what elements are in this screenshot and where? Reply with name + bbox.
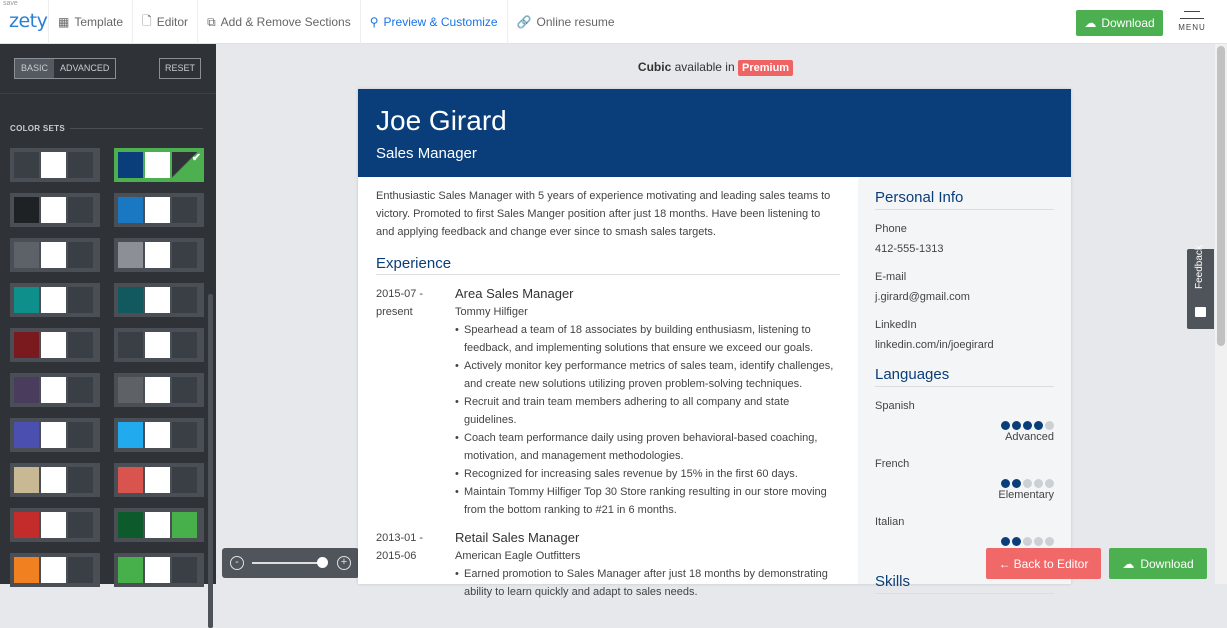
job-entry (376, 285, 840, 519)
resume-name: Joe Girard (376, 105, 507, 136)
job-date-end: 2015-06 (376, 550, 417, 562)
color-swatch (68, 557, 93, 583)
color-swatch (172, 557, 197, 583)
zoom-handle[interactable] (317, 557, 328, 568)
color-swatch (41, 152, 66, 178)
color-set[interactable] (10, 553, 100, 587)
color-swatch (118, 467, 143, 493)
color-swatch (172, 242, 197, 268)
nav-label: Template (74, 15, 124, 29)
color-swatch (14, 377, 39, 403)
feedback-tab[interactable] (1187, 245, 1214, 329)
color-swatch (14, 287, 39, 313)
zoom-in-icon[interactable]: + (337, 556, 351, 570)
job-entry (376, 529, 840, 601)
phone-value: 412-555-1313 (875, 243, 944, 255)
color-set[interactable] (10, 238, 100, 272)
color-sets-title: COLOR SETS (10, 124, 66, 133)
color-set[interactable] (114, 463, 204, 497)
nav-label: Online resume (536, 15, 615, 29)
languages-heading: Languages (875, 366, 1054, 387)
job-bullet: • Recognized for increasing sales revenue by 15% in the first 60 days. (455, 465, 840, 483)
download-label: Download (1101, 16, 1155, 30)
mode-toggle (14, 58, 116, 79)
zoom-track[interactable] (252, 562, 324, 564)
download-button-top[interactable] (1076, 10, 1163, 36)
color-swatch (172, 287, 197, 313)
color-set[interactable] (114, 193, 204, 227)
language-name: French (875, 458, 910, 470)
color-set[interactable] (114, 238, 204, 272)
tab-advanced[interactable]: ADVANCED (60, 63, 110, 73)
color-set[interactable] (10, 373, 100, 407)
job-bullet: • Spearhead a team of 18 associates by building enthusiasm, listening to feedback, and implementing solutions that ensure we exceed our goals. (455, 321, 840, 357)
job-title: Retail Sales Manager (455, 530, 580, 545)
color-swatch (118, 332, 143, 358)
nav-item-document[interactable] (132, 0, 197, 44)
download-button-bottom[interactable] (1109, 548, 1207, 579)
color-set[interactable] (114, 508, 204, 542)
reset-button[interactable]: RESET (159, 58, 201, 79)
search-icon: ⚲ (369, 15, 379, 29)
color-set[interactable] (114, 283, 204, 317)
page-scrollbar[interactable] (1215, 44, 1227, 584)
save-hint: save (3, 0, 18, 7)
color-swatch (14, 152, 39, 178)
job-date-start: 2015-07 - (376, 288, 424, 300)
zety-logo[interactable]: zety (9, 10, 48, 32)
menu-label: MENU (1178, 23, 1206, 32)
color-set[interactable] (10, 328, 100, 362)
color-swatch (145, 557, 170, 583)
job-bullet: • Recruit and train team members adhering to all company and state guidelines. (455, 393, 840, 429)
feedback-icon (1195, 307, 1206, 317)
color-swatch (145, 332, 170, 358)
color-swatch (145, 467, 170, 493)
zoom-out-icon[interactable]: - (230, 556, 244, 570)
color-set[interactable] (10, 463, 100, 497)
color-swatch (41, 467, 66, 493)
color-swatch (68, 242, 93, 268)
color-set[interactable] (114, 553, 204, 587)
template-name: Cubic (637, 60, 672, 74)
nav-item-search[interactable] (360, 0, 507, 44)
job-date (376, 529, 446, 565)
phone-label: Phone (875, 223, 907, 235)
color-swatch (172, 467, 197, 493)
template-icon: ▦ (58, 15, 70, 29)
color-swatch (172, 332, 197, 358)
job-bullet: • Maintain Tommy Hilfiger Top 30 Store ranking resulting in our store moving from the bottom ranking to #21 in 6 months. (455, 483, 840, 519)
premium-badge[interactable]: Premium (738, 60, 793, 76)
color-swatch (145, 512, 170, 538)
experience-heading: Experience (376, 255, 840, 275)
language-rating (875, 533, 1054, 545)
color-swatch (118, 557, 143, 583)
color-swatch (145, 377, 170, 403)
language-level: Elementary (998, 489, 1054, 501)
color-set[interactable] (10, 418, 100, 452)
color-swatch (68, 377, 93, 403)
resume-title: Sales Manager (376, 145, 477, 162)
color-swatch (68, 512, 93, 538)
color-swatch (68, 422, 93, 448)
color-swatch (68, 467, 93, 493)
color-set[interactable] (114, 328, 204, 362)
color-swatch (145, 242, 170, 268)
resume-preview (358, 89, 1071, 598)
color-set[interactable] (10, 148, 100, 182)
skills-heading: Skills (875, 573, 1054, 594)
job-company: Tommy Hilfiger (455, 306, 528, 318)
resume-sidebar (858, 177, 1071, 590)
color-swatch (118, 152, 143, 178)
sections-icon: ⧉ (207, 14, 216, 29)
zoom-control (222, 548, 359, 578)
tab-basic[interactable]: BASIC (15, 59, 54, 78)
language-item (875, 399, 1054, 445)
top-bar (0, 0, 1227, 44)
resume-main (358, 177, 858, 611)
nav-label: Editor (156, 15, 189, 29)
nav-label: Preview & Customize (383, 15, 498, 29)
color-swatch (145, 152, 170, 178)
color-set[interactable] (114, 148, 204, 182)
language-rating (875, 475, 1054, 487)
nav-label: Add & Remove Sections (220, 15, 351, 29)
back-to-editor-button[interactable] (986, 548, 1101, 579)
language-level: Advanced (1005, 431, 1054, 443)
color-swatch (14, 467, 39, 493)
menu-button[interactable] (1177, 8, 1207, 38)
job-bullet: • Earned promotion to Sales Manager after just 18 months by demonstrating ability to learn quickly and adapt to sales needs. (455, 565, 840, 601)
language-item (875, 457, 1054, 503)
nav-item-template[interactable] (48, 0, 132, 44)
color-swatch (118, 242, 143, 268)
color-swatch (172, 512, 197, 538)
job-bullet: • Coach team performance daily using proven behavioral-based coaching, motivation, and management methodologies. (455, 429, 840, 465)
check-icon: ✔ (191, 152, 201, 164)
premium-text: available in (674, 60, 735, 74)
linkedin-value: linkedin.com/in/joegirard (875, 339, 994, 351)
color-set[interactable] (10, 283, 100, 317)
personal-info-heading: Personal Info (875, 189, 1054, 210)
nav-item-sections[interactable] (197, 0, 360, 44)
top-nav (48, 0, 624, 44)
color-swatch (145, 422, 170, 448)
color-swatch (68, 332, 93, 358)
customize-sidebar (0, 44, 216, 584)
color-swatch (145, 287, 170, 313)
color-swatch (14, 557, 39, 583)
color-swatch (41, 242, 66, 268)
color-swatch (14, 242, 39, 268)
color-swatch (41, 332, 66, 358)
sidebar-scrollbar[interactable] (208, 294, 213, 628)
color-swatch (41, 377, 66, 403)
premium-notice (216, 60, 1215, 74)
color-swatch (145, 197, 170, 223)
color-set[interactable] (10, 193, 100, 227)
job-date-end: present (376, 306, 413, 318)
color-swatch (172, 377, 197, 403)
color-swatch (118, 287, 143, 313)
color-swatch (68, 152, 93, 178)
color-swatch (118, 512, 143, 538)
feedback-label: Feedback (1194, 245, 1205, 289)
color-swatch (172, 197, 197, 223)
language-name: Italian (875, 516, 905, 528)
color-swatch (41, 557, 66, 583)
document-icon: 🗋 (142, 13, 152, 28)
resume-summary: Enthusiastic Sales Manager with 5 years of experience motivating and leading sales teams to victory. Promoted to first Sales Manger position after just 18 months. Have been listening to and applying feedback and change ever since to smash sales targets. (376, 190, 831, 238)
email-value: j.girard@gmail.com (875, 291, 970, 303)
job-bullets (455, 321, 840, 519)
color-swatch (68, 197, 93, 223)
color-swatch (118, 197, 143, 223)
link-icon: 🔗 (516, 15, 532, 29)
color-swatch (41, 512, 66, 538)
cloud-download-icon: ☁ (1084, 16, 1097, 30)
color-swatch (14, 332, 39, 358)
download-label: Download (1140, 556, 1194, 571)
color-swatch (14, 512, 39, 538)
cloud-download-icon: ☁ (1122, 556, 1135, 571)
color-swatch (172, 422, 197, 448)
back-to-editor-label: Back to Editor (1013, 556, 1089, 571)
hamburger-icon (1177, 8, 1207, 19)
color-swatch (41, 197, 66, 223)
linkedin-label: LinkedIn (875, 319, 917, 331)
email-label: E-mail (875, 271, 907, 283)
language-rating (875, 417, 1054, 429)
color-swatch (14, 422, 39, 448)
language-name: Spanish (875, 400, 915, 412)
color-set[interactable] (114, 418, 204, 452)
color-swatch (68, 287, 93, 313)
job-date-start: 2013-01 - (376, 532, 424, 544)
color-set[interactable] (10, 508, 100, 542)
job-bullets (455, 565, 840, 601)
color-swatch (41, 422, 66, 448)
resume-header (358, 89, 1071, 177)
color-swatch (118, 422, 143, 448)
job-date (376, 285, 446, 321)
job-bullet: • Actively monitor key performance metrics of sales team, identify challenges, and create new solutions utilizing proven problem-solving techniques. (455, 357, 840, 393)
color-swatch (118, 377, 143, 403)
arrow-left-icon: ← (998, 556, 1011, 571)
nav-item-link[interactable] (507, 0, 624, 44)
job-title: Area Sales Manager (455, 286, 574, 301)
job-company: American Eagle Outfitters (455, 550, 581, 562)
color-set[interactable] (114, 373, 204, 407)
color-swatch (14, 197, 39, 223)
color-swatch (41, 287, 66, 313)
